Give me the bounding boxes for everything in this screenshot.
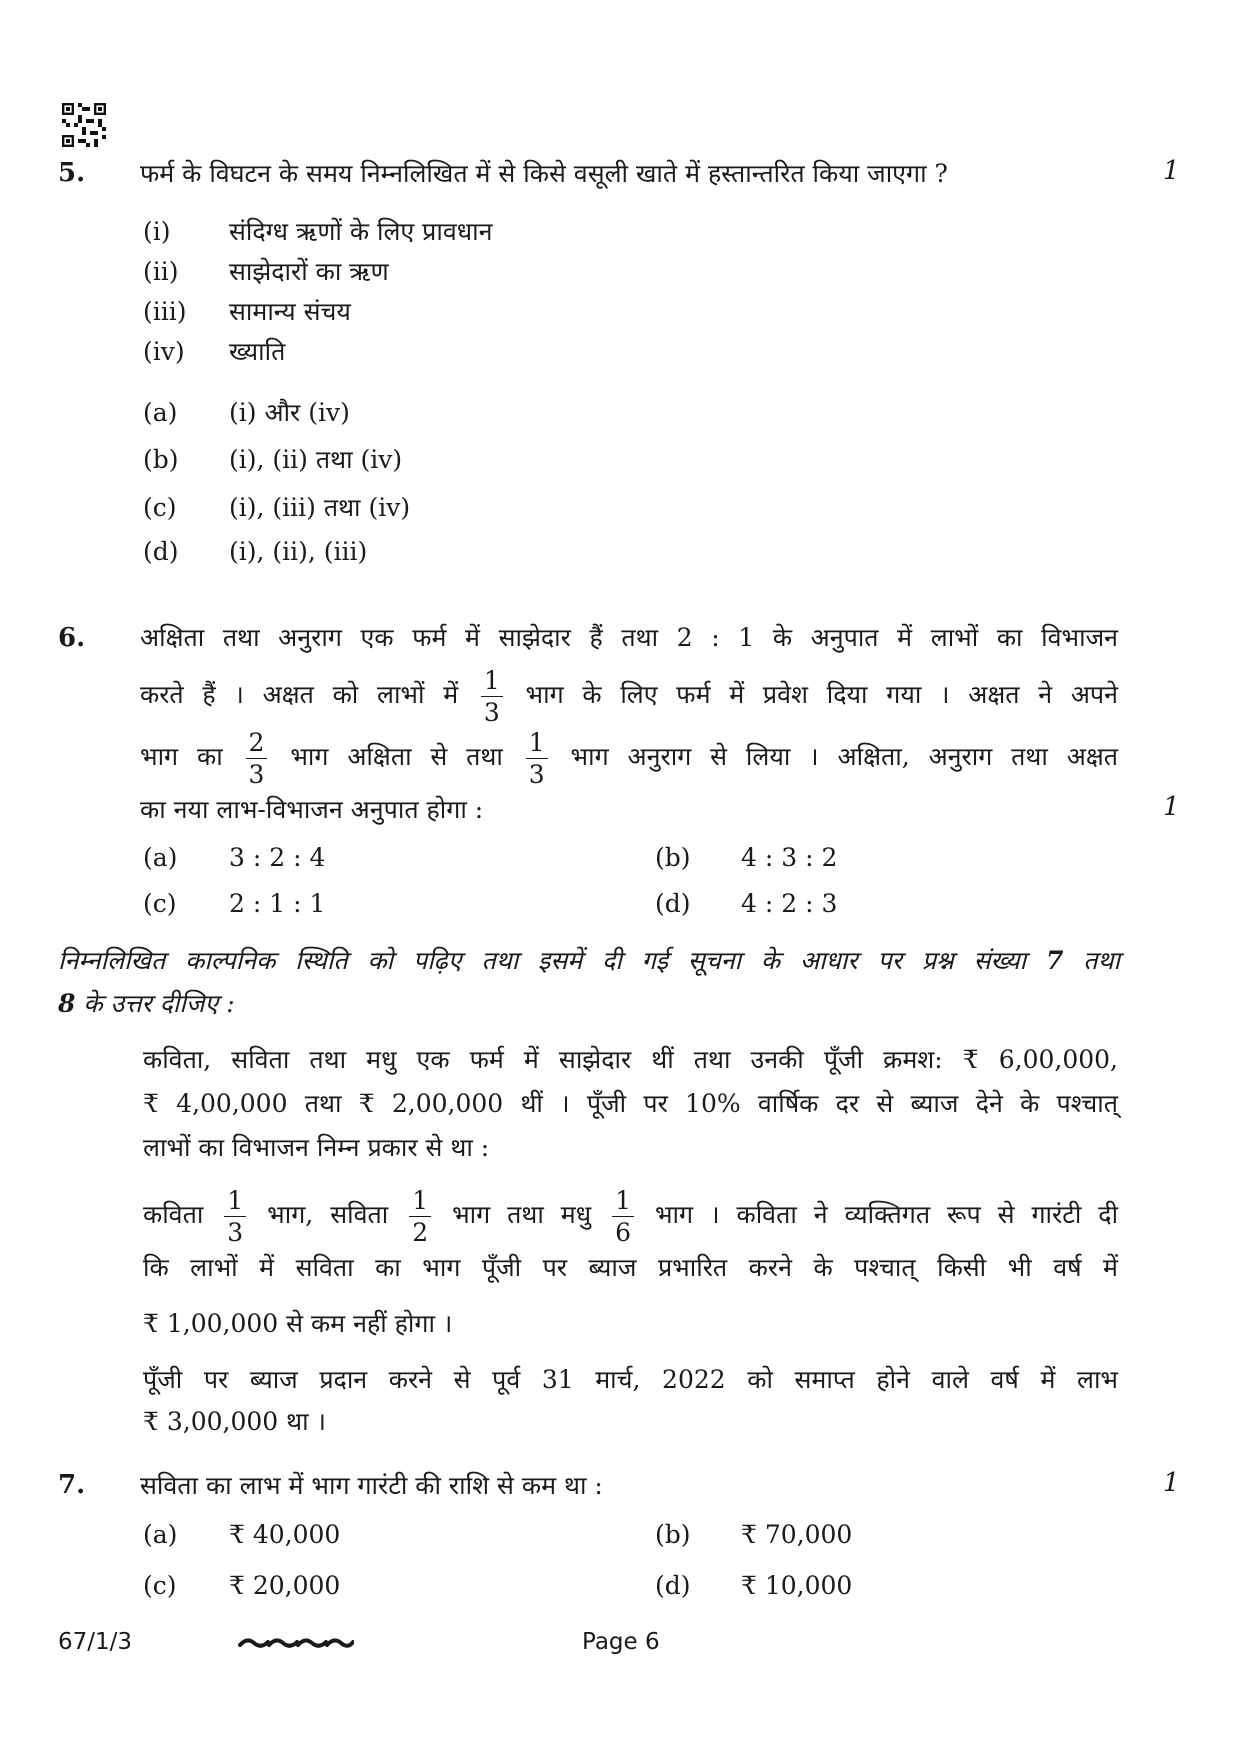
qr-code — [62, 103, 106, 147]
fraction-two-thirds: $\frac{2}{3}$ — [246, 730, 268, 787]
case-para-1-line-1: कविता, सविता तथा मधु एक फर्म में साझेदार थीं तथा उनकी पूँजी क्रमश: ₹ 6,00,000, — [143, 1045, 1118, 1074]
fraction-kavita-share: $\frac{1}{3}$ — [224, 1188, 246, 1245]
page-number: Page 6 — [582, 1629, 660, 1655]
case-instruction-line-2: 8 के उत्तर दीजिए : — [58, 989, 235, 1018]
paper-code: 67/1/3 — [58, 1629, 133, 1655]
q5-option-d: (d) (i), (ii), (iii) — [143, 537, 368, 566]
fraction-one-third-2: $\frac{1}{3}$ — [526, 730, 548, 787]
question-7-text: सविता का लाभ में भाग गारंटी की राशि से कम था : — [140, 1471, 603, 1500]
question-5-marks: 1 — [1163, 156, 1180, 186]
case-instruction-line-1: निम्नलिखित काल्पनिक स्थिति को पढ़िए तथा इसमें दी गई सूचना के आधार पर प्रश्न संख्या 7 तथा — [58, 946, 1120, 975]
case-para-3-line-2: ₹ 3,00,000 था । — [143, 1407, 326, 1436]
question-5-text: फर्म के विघटन के समय निम्नलिखित में से किसे वसूली खाते में हस्तान्तरित किया जाएगा ? — [140, 159, 948, 188]
question-6-marks: 1 — [1163, 792, 1180, 822]
q5-option-a: (a) (i) और (iv) — [143, 398, 350, 427]
case-para-3-line-1: पूँजी पर ब्याज प्रदान करने से पूर्व 31 मार्च, 2022 को समाप्त होने वाले वर्ष में लाभ — [143, 1365, 1118, 1394]
case-para-1-line-2: ₹ 4,00,000 तथा ₹ 2,00,000 थीं । पूँजी पर 10% वार्षिक दर से ब्याज देने के पश्चात् — [143, 1089, 1118, 1118]
q5-option-b: (b) (i), (ii) तथा (iv) — [143, 445, 403, 474]
q5-option-c: (c) (i), (iii) तथा (iv) — [143, 493, 411, 522]
question-number-6: 6. — [58, 623, 86, 653]
q6-option-b: (b) 4 : 3 : 2 — [655, 843, 838, 872]
q6-option-c: (c) 2 : 1 : 1 — [143, 889, 326, 918]
question-number-5: 5. — [58, 158, 86, 188]
case-para-1-line-3: लाभों का विभाजन निम्न प्रकार से था : — [143, 1133, 490, 1162]
tilde-ornament-icon — [238, 1634, 354, 1652]
q7-option-c: (c) ₹ 20,000 — [143, 1571, 341, 1600]
q5-item-1: (i) संदिग्ध ऋणों के लिए प्रावधान — [143, 217, 493, 246]
case-para-2-line-2: कि लाभों में सविता का भाग पूँजी पर ब्याज प्रभारित करने के पश्चात् किसी भी वर्ष में — [143, 1253, 1118, 1282]
q7-option-b: (b) ₹ 70,000 — [655, 1520, 853, 1549]
q6-line-1: अक्षिता तथा अनुराग एक फर्म में साझेदार हैं तथा 2 : 1 के अनुपात में लाभों का विभाजन — [140, 623, 1118, 652]
fraction-one-third: $\frac{1}{3}$ — [481, 668, 503, 725]
case-para-2-line-3: ₹ 1,00,000 से कम नहीं होगा । — [143, 1309, 453, 1338]
fraction-savita-share: $\frac{1}{2}$ — [409, 1188, 431, 1245]
fraction-madhu-share: $\frac{1}{6}$ — [612, 1188, 634, 1245]
q6-line-4: का नया लाभ-विभाजन अनुपात होगा : — [140, 795, 484, 824]
question-number-7: 7. — [58, 1470, 86, 1500]
q6-option-a: (a) 3 : 2 : 4 — [143, 843, 326, 872]
q5-item-4: (iv) ख्याति — [143, 337, 286, 366]
q6-line-2: करते हैं । अक्षत को लाभों में $\frac{1}{3}$ भाग के लिए फर्म में प्रवेश दिया गया । अक्षत ने अपने — [140, 666, 1118, 727]
question-7-marks: 1 — [1163, 1468, 1180, 1498]
q7-option-d: (d) ₹ 10,000 — [655, 1571, 853, 1600]
q7-option-a: (a) ₹ 40,000 — [143, 1520, 341, 1549]
q5-item-2: (ii) साझेदारों का ऋण — [143, 257, 389, 286]
q5-item-3: (iii) सामान्य संचय — [143, 297, 351, 326]
case-para-2-line-1: कविता $\frac{1}{3}$ भाग, सविता $\frac{1}{2}$ भाग तथा मधु $\frac{1}{6}$ भाग । कविता ने व्यक्तिगत रूप से गारंटी दी — [143, 1186, 1119, 1247]
q6-option-d: (d) 4 : 2 : 3 — [655, 889, 838, 918]
q6-line-3: भाग का $\frac{2}{3}$ भाग अक्षिता से तथा $\frac{1}{3}$ भाग अनुराग से लिया । अक्षिता, अनुराग तथा अक्षत — [140, 728, 1119, 789]
